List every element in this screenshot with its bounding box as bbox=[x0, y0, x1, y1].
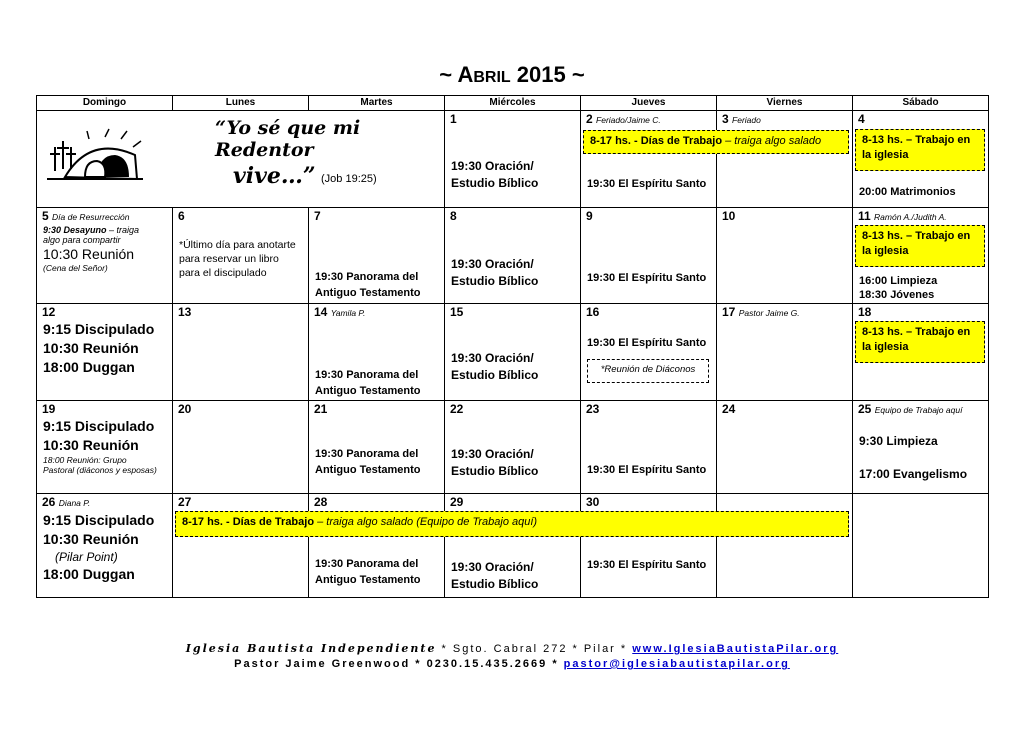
day-number: 27 bbox=[178, 495, 192, 509]
day-cell bbox=[309, 401, 445, 494]
address: * Sgto. Cabral 272 * Pilar * bbox=[436, 643, 633, 655]
event-text: Estudio Bíblico bbox=[451, 577, 539, 591]
event-text: Estudio Bíblico bbox=[451, 464, 539, 478]
work-banner: 8-13 hs. – Trabajo en la iglesia bbox=[855, 129, 985, 171]
event-text: 19:30 Panorama del bbox=[315, 558, 419, 570]
week-row bbox=[37, 111, 989, 208]
day-number: 8 bbox=[450, 209, 457, 223]
event-text: 10:30 Reunión bbox=[43, 340, 139, 356]
day-number: 14 bbox=[314, 305, 328, 319]
day-number: 19 bbox=[42, 402, 56, 416]
day-number: 4 bbox=[858, 112, 865, 126]
day-number: 20 bbox=[178, 402, 192, 416]
day-number: 15 bbox=[450, 305, 464, 319]
calendar-title: ~ ABRIL 2015 ~ bbox=[439, 62, 585, 87]
week-row bbox=[37, 304, 989, 401]
day-cell bbox=[581, 494, 717, 598]
day-number: 12 bbox=[42, 305, 56, 319]
header-row bbox=[37, 96, 989, 111]
event-text: 19:30 Oración/ bbox=[451, 560, 534, 574]
day-note: Feriado bbox=[732, 115, 761, 125]
header-lunes: Lunes bbox=[173, 96, 309, 111]
day-note: Diana P. bbox=[58, 498, 91, 508]
day-cell bbox=[445, 401, 581, 494]
day-cell bbox=[37, 304, 173, 401]
day-number: 3 bbox=[722, 112, 729, 126]
event-text: Antiguo Testamento bbox=[315, 385, 421, 397]
day-note: Pastor Jaime G. bbox=[738, 308, 800, 318]
day-number: 1 bbox=[450, 112, 457, 126]
day-number: 22 bbox=[450, 402, 464, 416]
footer-line-2 bbox=[0, 658, 1024, 670]
day-note: Día de Resurrección bbox=[52, 212, 130, 222]
banner-cell bbox=[37, 111, 445, 208]
day-cell bbox=[173, 304, 309, 401]
footer-line-1 bbox=[0, 642, 1024, 655]
day-number: 2 bbox=[586, 112, 593, 126]
day-number: 6 bbox=[178, 209, 185, 223]
event-text: 9:15 Discipulado bbox=[43, 418, 155, 434]
day-cell bbox=[717, 401, 853, 494]
day-number: 24 bbox=[722, 402, 736, 416]
day-note: Equipo de Trabajo aquí bbox=[874, 405, 963, 415]
day-cell: 5 Día de Resurrección 9:30 Desayuno – traiga algo para compartir 10:30 Reunión (Cena del Señor) bbox=[37, 208, 173, 304]
day-note: Yamila P. bbox=[330, 308, 366, 318]
event-text: Estudio Bíblico bbox=[451, 176, 539, 190]
event-text: 19:30 El Espíritu Santo bbox=[587, 272, 707, 284]
day-number: 30 bbox=[586, 495, 600, 509]
day-number: 17 bbox=[722, 305, 736, 319]
header-viernes: Viernes bbox=[717, 96, 853, 111]
day-number: 11 bbox=[858, 209, 871, 223]
header-domingo: Domingo bbox=[37, 96, 173, 111]
event-text: Estudio Bíblico bbox=[451, 274, 539, 288]
event-text: 19:30 El Espíritu Santo bbox=[587, 559, 707, 571]
header-martes: Martes bbox=[309, 96, 445, 111]
day-cell: 19 9:15 Discipulado 10:30 Reunión 18:00 Reunión: Grupo Pastoral (diáconos y esposas) bbox=[37, 401, 173, 494]
day-cell bbox=[717, 494, 853, 598]
day-note: Ramón A./Judith A. bbox=[874, 212, 947, 222]
email-link[interactable]: pastor@iglesiabautistapilar.org bbox=[563, 658, 790, 670]
day-cell bbox=[581, 401, 717, 494]
day-cell bbox=[173, 401, 309, 494]
event-text: 9:15 Discipulado bbox=[43, 512, 155, 528]
event-text: (Pilar Point) bbox=[55, 550, 118, 564]
day-cell bbox=[445, 111, 581, 208]
calendar-table bbox=[36, 95, 989, 598]
work-banner: 8-13 hs. – Trabajo en la iglesia bbox=[855, 321, 985, 363]
day-cell bbox=[853, 208, 989, 304]
day-cell bbox=[309, 494, 445, 598]
deacons-meeting-box: *Reunión de Diáconos bbox=[587, 359, 709, 383]
day-number: 21 bbox=[314, 402, 328, 416]
quote-reference: (Job 19:25) bbox=[321, 173, 377, 185]
header-sabado: Sábado bbox=[853, 96, 989, 111]
quote-line-2: vive…” bbox=[233, 163, 316, 189]
event-text: 18:00 Duggan bbox=[43, 566, 135, 582]
event-text: 19:30 Panorama del bbox=[315, 271, 419, 283]
day-cell bbox=[853, 304, 989, 401]
week-row bbox=[37, 494, 989, 598]
day-number: 25 bbox=[858, 402, 872, 416]
day-number: 5 bbox=[42, 209, 49, 223]
event-text: Estudio Bíblico bbox=[451, 368, 539, 382]
event-text: 17:00 Evangelismo bbox=[859, 467, 968, 481]
event-text: 19:30 Oración/ bbox=[451, 257, 534, 271]
day-cell bbox=[445, 208, 581, 304]
deadline-note: *Último día para anotarte para reservar un libro para el discipulado bbox=[179, 239, 296, 279]
work-days-banner: 8-17 hs. - Días de Trabajo – traiga algo salado (Equipo de Trabajo aquí) bbox=[175, 511, 849, 537]
event-text: 18:00 Duggan bbox=[43, 359, 135, 375]
event-text: Antiguo Testamento bbox=[315, 464, 421, 476]
event-text: 19:30 Panorama del bbox=[315, 448, 419, 460]
day-number: 18 bbox=[858, 305, 872, 319]
header-jueves: Jueves bbox=[581, 96, 717, 111]
website-link[interactable]: www.IglesiaBautistaPilar.org bbox=[632, 643, 839, 655]
day-number: 26 bbox=[42, 495, 56, 509]
event-text: 19:30 El Espíritu Santo bbox=[587, 178, 707, 190]
event-text: 10:30 Reunión bbox=[43, 246, 135, 262]
day-note: Feriado/Jaime C. bbox=[596, 115, 661, 125]
day-number: 13 bbox=[178, 305, 192, 319]
event-text: 19:30 El Espíritu Santo bbox=[587, 464, 707, 476]
day-number: 29 bbox=[450, 495, 464, 509]
week-row bbox=[37, 401, 989, 494]
day-cell bbox=[309, 304, 445, 401]
day-cell bbox=[717, 208, 853, 304]
day-cell bbox=[717, 111, 853, 208]
event-text: 19:30 Oración/ bbox=[451, 447, 534, 461]
event-text: 10:30 Reunión bbox=[43, 531, 139, 547]
day-number: 10 bbox=[722, 209, 736, 223]
day-cell bbox=[581, 304, 717, 401]
day-cell bbox=[37, 494, 173, 598]
week-row bbox=[37, 208, 989, 304]
church-name: Iglesia Bautista Independiente bbox=[185, 642, 437, 655]
day-cell bbox=[853, 111, 989, 208]
event-text: 9:30 Limpieza bbox=[859, 434, 938, 448]
event-text: 19:30 Panorama del bbox=[315, 369, 419, 381]
event-text: 18:30 Jóvenes bbox=[859, 289, 935, 301]
day-cell bbox=[581, 111, 822, 208]
event-text: 10:30 Reunión bbox=[43, 437, 139, 453]
event-text: 19:30 Oración/ bbox=[451, 159, 534, 173]
event-text: 16:00 Limpieza bbox=[859, 275, 938, 287]
day-cell bbox=[309, 208, 445, 304]
work-banner: 8-13 hs. – Trabajo en la iglesia bbox=[855, 225, 985, 267]
day-cell bbox=[581, 208, 717, 304]
event-text: 20:00 Matrimonios bbox=[859, 186, 956, 198]
work-days-banner: 8-17 hs. - Días de Trabajo – traiga algo salado bbox=[583, 130, 849, 154]
event-text: 9:15 Discipulado bbox=[43, 321, 155, 337]
day-number: 28 bbox=[314, 495, 328, 509]
day-cell bbox=[173, 208, 309, 304]
empty-tomb-icon bbox=[45, 127, 145, 189]
pastor-contact: Pastor Jaime Greenwood * 0230.15.435.2669 * bbox=[234, 658, 564, 670]
header-miercoles: Miércoles bbox=[445, 96, 581, 111]
day-cell bbox=[853, 401, 989, 494]
day-number: 23 bbox=[586, 402, 600, 416]
day-cell bbox=[853, 494, 989, 598]
event-text: 19:30 Oración/ bbox=[451, 351, 534, 365]
event-text: Antiguo Testamento bbox=[315, 287, 421, 299]
event-text: 19:30 El Espíritu Santo bbox=[587, 337, 707, 349]
day-cell bbox=[717, 304, 853, 401]
day-number: 7 bbox=[314, 209, 321, 223]
day-cell bbox=[445, 494, 581, 598]
day-cell bbox=[445, 304, 581, 401]
day-number: 16 bbox=[586, 305, 600, 319]
event-text: Antiguo Testamento bbox=[315, 574, 421, 586]
quote-line-1: “Yo sé que mi Redentor bbox=[215, 117, 361, 161]
day-number: 9 bbox=[586, 209, 593, 223]
